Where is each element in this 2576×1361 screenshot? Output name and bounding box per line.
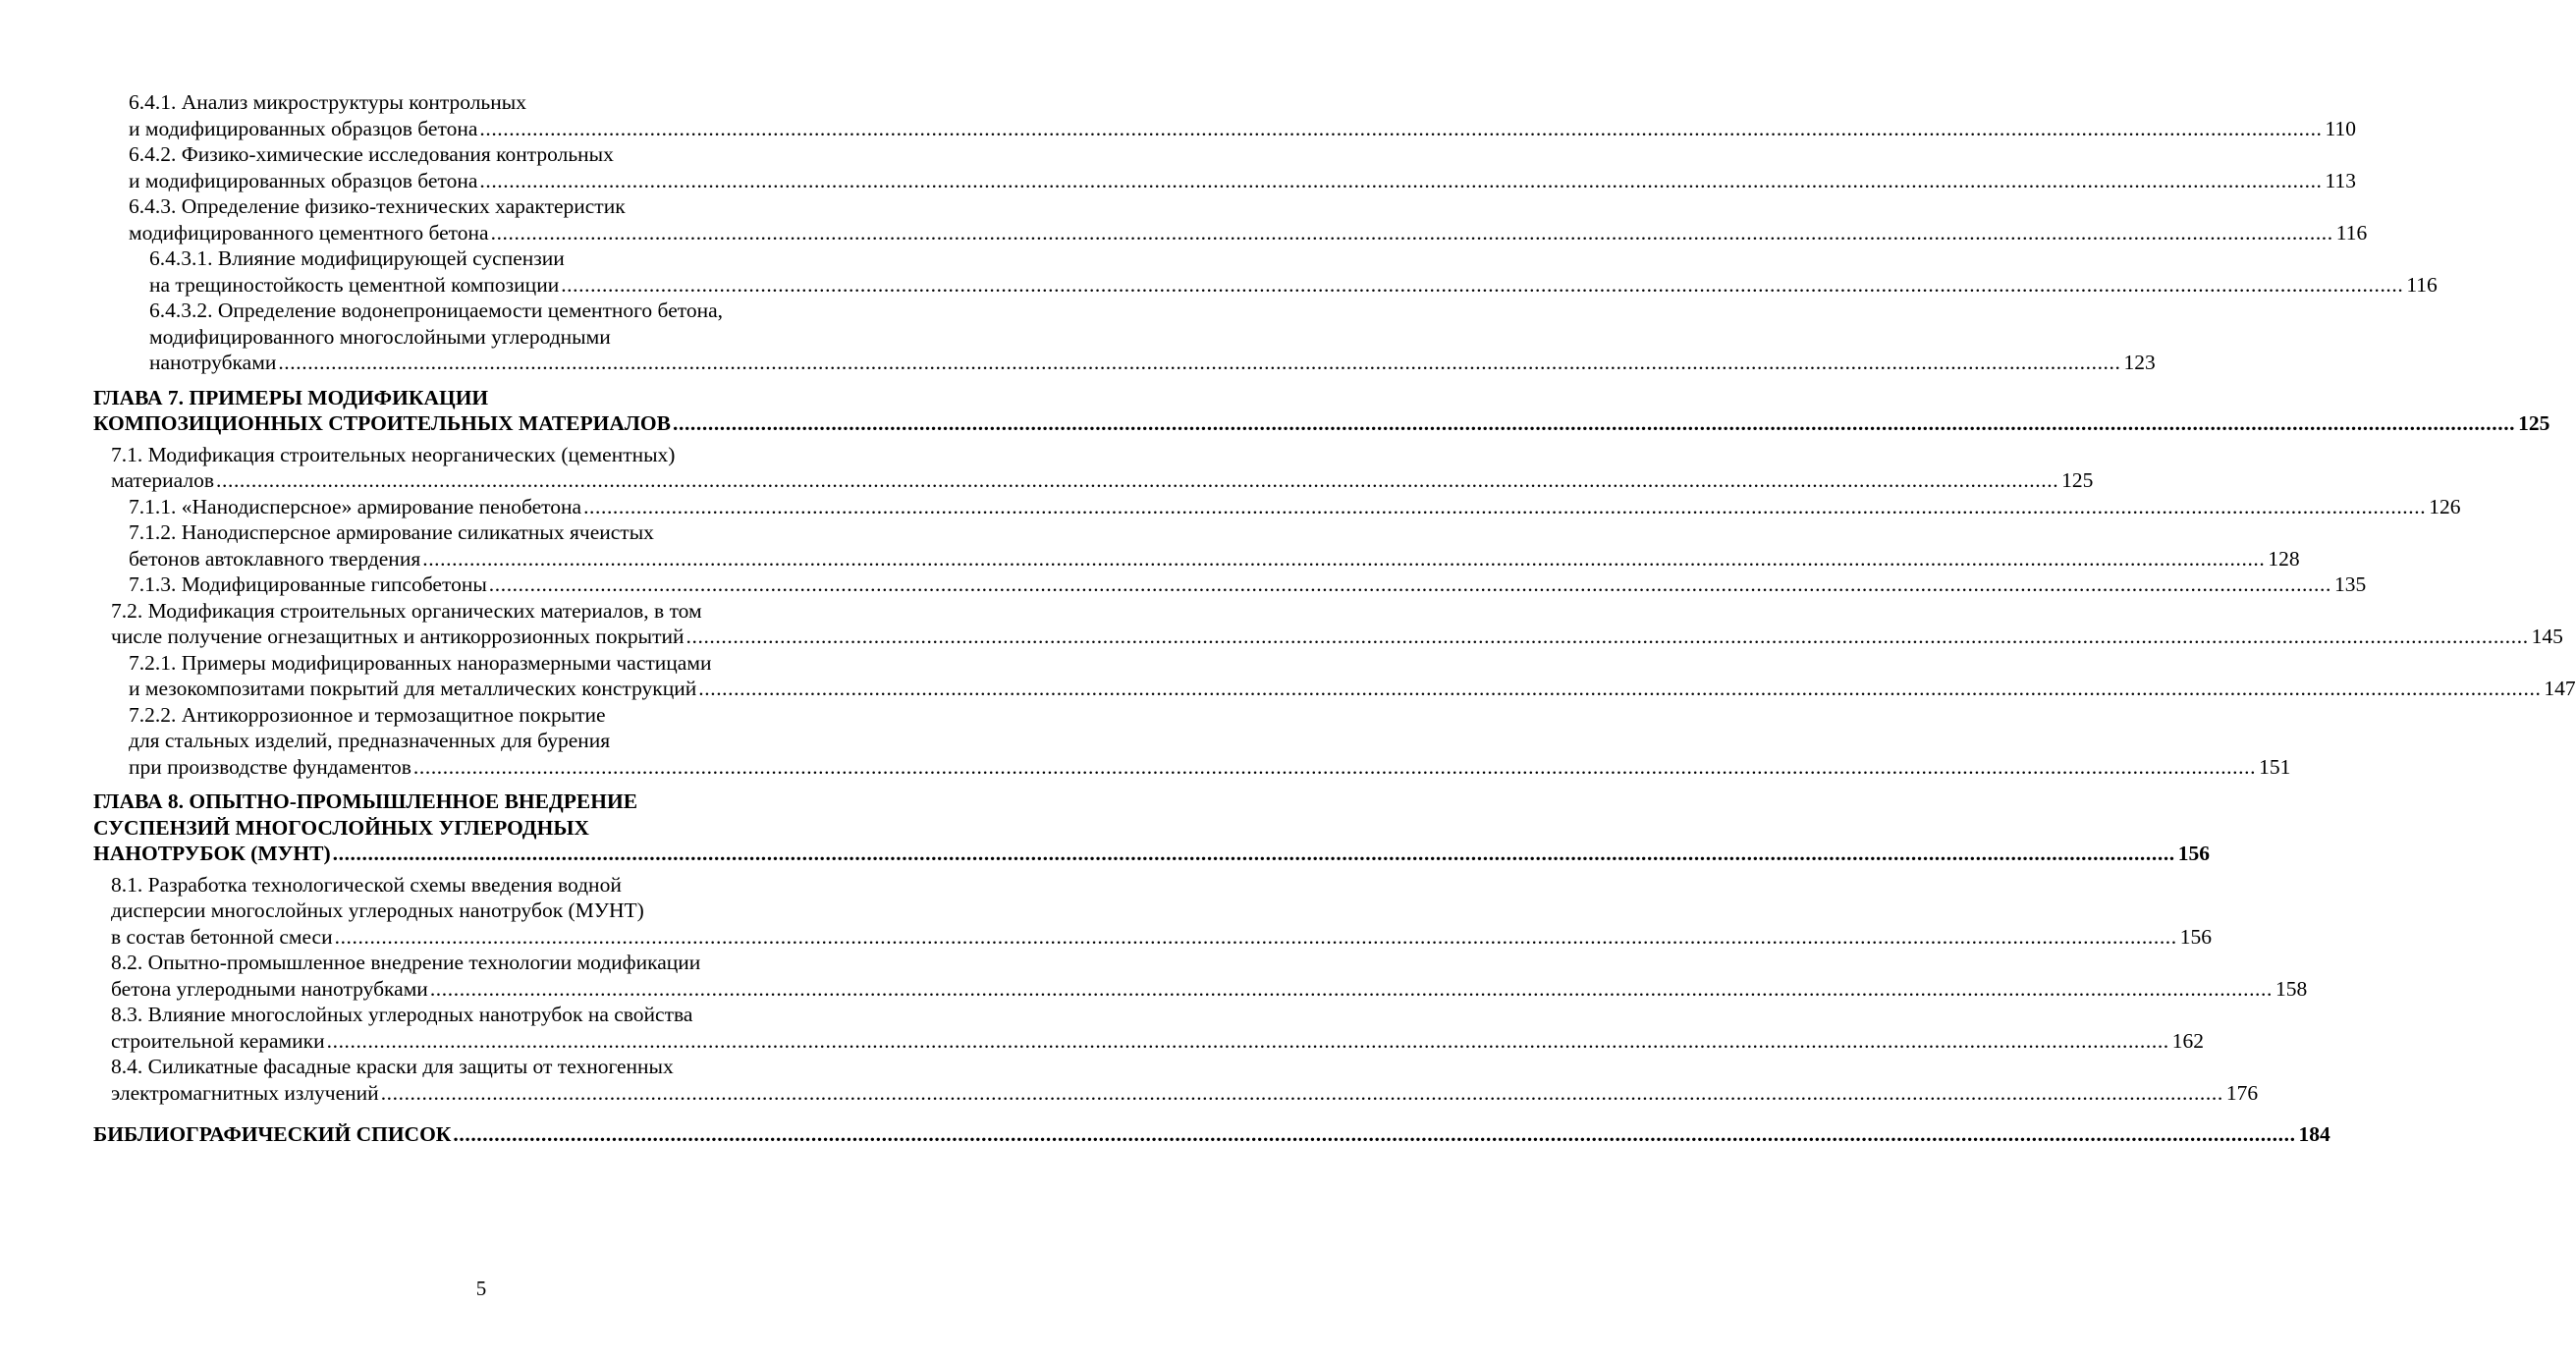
toc-chapter-title: ГЛАВА 7. ПРИМЕРЫ МОДИФИКАЦИИ xyxy=(93,385,489,409)
toc-chapter-7[interactable] xyxy=(0,385,2550,437)
toc-entry-8-2[interactable] xyxy=(0,950,2308,1002)
toc-leader: .......................................................................................................................................................................................................................................................................................................................... xyxy=(422,546,2266,571)
toc-entry-title-cont: нанотрубками xyxy=(149,351,277,374)
toc-chapter-title-cont: НАНОТРУБОК (МУНТ) xyxy=(93,842,331,865)
toc-entry-6-4-3[interactable] xyxy=(0,193,2368,245)
toc-page-number: 110 xyxy=(2325,116,2356,140)
toc-entry-title: 7.1.1. «Нанодисперсное» армирование пенобетона xyxy=(129,494,582,518)
toc-chapter-8[interactable] xyxy=(0,789,2211,867)
toc-entry-title: 6.4.3.2. Определение водонепроницаемости цементного бетона, xyxy=(149,299,724,322)
toc-entry-title-cont: и модифицированных образцов бетона xyxy=(129,116,478,140)
toc-entry-title: 8.1. Разработка технологической схемы введения водной xyxy=(111,872,622,897)
toc-entry-title-cont: для стальных изделий, предназначенных для бурения xyxy=(129,729,611,752)
toc-entry-title: 8.2. Опытно-промышленное внедрение технологии модификации xyxy=(111,951,701,974)
toc-entry-title: 7.2.1. Примеры модифицированных наноразмерными частицами xyxy=(129,650,712,675)
page-number: 5 xyxy=(475,1277,487,1300)
toc-entry-title: 6.4.3. Определение физико-технических характеристик xyxy=(129,194,626,218)
toc-leader: .......................................................................................................................................................................................................................................................................................................................... xyxy=(453,1122,2296,1146)
toc-entry-title: 8.3. Влияние многослойных углеродных нанотрубок на свойства xyxy=(111,1003,693,1026)
table-of-contents xyxy=(0,89,2576,1148)
toc-leader: .......................................................................................................................................................................................................................................................................................................................... xyxy=(429,976,2273,1001)
toc-page-number: 125 xyxy=(2061,468,2094,492)
toc-leader: .......................................................................................................................................................................................................................................................................................................................... xyxy=(216,468,2059,492)
toc-entry-title: 7.2.2. Антикоррозионное и термозащитное покрытие xyxy=(129,702,606,727)
toc-chapter-title-cont: КОМПОЗИЦИОННЫХ СТРОИТЕЛЬНЫХ МАТЕРИАЛОВ xyxy=(93,411,671,435)
toc-page-number: 145 xyxy=(2531,625,2563,648)
toc-leader: .......................................................................................................................................................................................................................................................................................................................... xyxy=(685,625,2529,648)
toc-entry-title: 8.4. Силикатные фасадные краски для защиты от техногенных xyxy=(111,1055,674,1078)
toc-entry-title-cont: материалов xyxy=(111,468,215,492)
toc-page-number: 128 xyxy=(2268,546,2300,571)
toc-chapter-title: ГЛАВА 8. ОПЫТНО-ПРОМЫШЛЕННОЕ ВНЕДРЕНИЕ xyxy=(93,789,638,813)
toc-entry-title-cont: модифицированного цементного бетона xyxy=(129,220,489,245)
toc-entry-title-cont: бетонов автоклавного твердения xyxy=(129,546,421,571)
toc-leader: .......................................................................................................................................................................................................................................................................................................................... xyxy=(698,677,2542,700)
toc-leader: .......................................................................................................................................................................................................................................................................................................................... xyxy=(326,1028,2169,1053)
toc-leader: .......................................................................................................................................................................................................................................................................................................................... xyxy=(490,220,2333,245)
toc-leader: .......................................................................................................................................................................................................................................................................................................................... xyxy=(332,842,2175,865)
toc-entry-7-1[interactable] xyxy=(0,442,2094,494)
toc-entry-6-4-3-2[interactable] xyxy=(0,298,2156,376)
toc-leader: .......................................................................................................................................................................................................................................................................................................................... xyxy=(561,272,2404,297)
toc-entry-title-cont: модифицированного многослойными углеродными xyxy=(149,324,611,349)
toc-leader: .......................................................................................................................................................................................................................................................................................................................... xyxy=(278,351,2121,374)
toc-leader: .......................................................................................................................................................................................................................................................................................................................... xyxy=(479,116,2323,140)
toc-entry-title-cont: на трещиностойкость цементной композиции xyxy=(149,272,560,297)
toc-page-number: 158 xyxy=(2275,976,2308,1001)
toc-chapter-title-cont: СУСПЕНЗИЙ МНОГОСЛОЙНЫХ УГЛЕРОДНЫХ xyxy=(93,815,589,840)
toc-entry-7-2-2[interactable] xyxy=(0,702,2291,781)
toc-bibliography[interactable] xyxy=(0,1121,2330,1148)
toc-page-number: 116 xyxy=(2406,272,2438,297)
toc-page-number: 147 xyxy=(2544,677,2576,700)
toc-entry-7-1-1[interactable] xyxy=(0,494,2461,520)
toc-entry-title: 7.1.2. Нанодисперсное армирование силикатных ячеистых xyxy=(129,520,654,544)
toc-page-number: 162 xyxy=(2171,1028,2205,1053)
toc-entry-7-2[interactable] xyxy=(0,598,2563,650)
toc-entry-title: 7.2. Модификация строительных органических материалов, в том xyxy=(111,598,702,623)
toc-entry-title: 6.4.2. Физико-химические исследования контрольных xyxy=(129,142,614,166)
toc-entry-title: 6.4.3.1. Влияние модифицирующей суспензии xyxy=(149,246,565,270)
toc-entry-title-cont: электромагнитных излучений xyxy=(111,1080,379,1105)
toc-entry-8-3[interactable] xyxy=(0,1002,2205,1054)
toc-page-number: 151 xyxy=(2259,754,2291,779)
toc-entry-8-4[interactable] xyxy=(0,1054,2259,1106)
toc-entry-title-cont: в состав бетонной смеси xyxy=(111,924,333,949)
toc-entry-title-cont: при производстве фундаментов xyxy=(129,754,411,779)
toc-entry-title-cont: числе получение огнезащитных и антикоррозионных покрытий xyxy=(111,625,685,648)
toc-entry-title-cont: строительной керамики xyxy=(111,1028,325,1053)
toc-entry-title: 6.4.1. Анализ микроструктуры контрольных xyxy=(129,90,526,114)
toc-page-number: 113 xyxy=(2325,168,2356,192)
toc-entry-title: 7.1. Модификация строительных неорганических (цементных) xyxy=(111,442,676,466)
toc-entry-7-1-3[interactable] xyxy=(0,572,2367,598)
toc-entry-6-4-2[interactable] xyxy=(0,141,2356,193)
toc-entry-title-cont: и мезокомпозитами покрытий для металлических конструкций xyxy=(129,677,697,700)
toc-leader: .......................................................................................................................................................................................................................................................................................................................... xyxy=(479,168,2323,192)
toc-entry-title: 7.1.3. Модифицированные гипсобетоны xyxy=(129,572,487,596)
toc-leader: .......................................................................................................................................................................................................................................................................................................................... xyxy=(673,411,2516,435)
toc-leader: .......................................................................................................................................................................................................................................................................................................................... xyxy=(334,924,2177,949)
toc-entry-7-2-1[interactable] xyxy=(0,650,2576,702)
toc-page-number: 135 xyxy=(2333,572,2367,596)
toc-page-number: 116 xyxy=(2335,220,2368,245)
toc-page-number: 123 xyxy=(2123,351,2156,374)
toc-entry-title-cont: дисперсии многослойных углеродных нанотрубок (МУНТ) xyxy=(111,898,644,922)
toc-page-number: 126 xyxy=(2429,494,2461,518)
toc-entry-8-1[interactable] xyxy=(0,872,2213,951)
toc-entry-7-1-2[interactable] xyxy=(0,519,2300,572)
toc-page-number: 184 xyxy=(2298,1122,2330,1146)
toc-page-number: 176 xyxy=(2225,1080,2259,1105)
toc-page-number: 156 xyxy=(2179,924,2213,949)
toc-leader: .......................................................................................................................................................................................................................................................................................................................... xyxy=(583,494,2427,518)
toc-leader: .......................................................................................................................................................................................................................................................................................................................... xyxy=(380,1080,2223,1105)
toc-page-number: 156 xyxy=(2177,842,2211,865)
toc-leader: .......................................................................................................................................................................................................................................................................................................................... xyxy=(488,572,2331,596)
toc-entry-6-4-1[interactable] xyxy=(0,89,2356,141)
toc-page-number: 125 xyxy=(2518,411,2550,435)
toc-entry-title-cont: бетона углеродными нанотрубками xyxy=(111,976,428,1001)
toc-leader: .......................................................................................................................................................................................................................................................................................................................... xyxy=(412,754,2257,779)
toc-entry-6-4-3-1[interactable] xyxy=(0,245,2438,298)
toc-entry-title-cont: и модифицированных образцов бетона xyxy=(129,168,478,192)
toc-chapter-title: БИБЛИОГРАФИЧЕСКИЙ СПИСОК xyxy=(93,1122,452,1146)
